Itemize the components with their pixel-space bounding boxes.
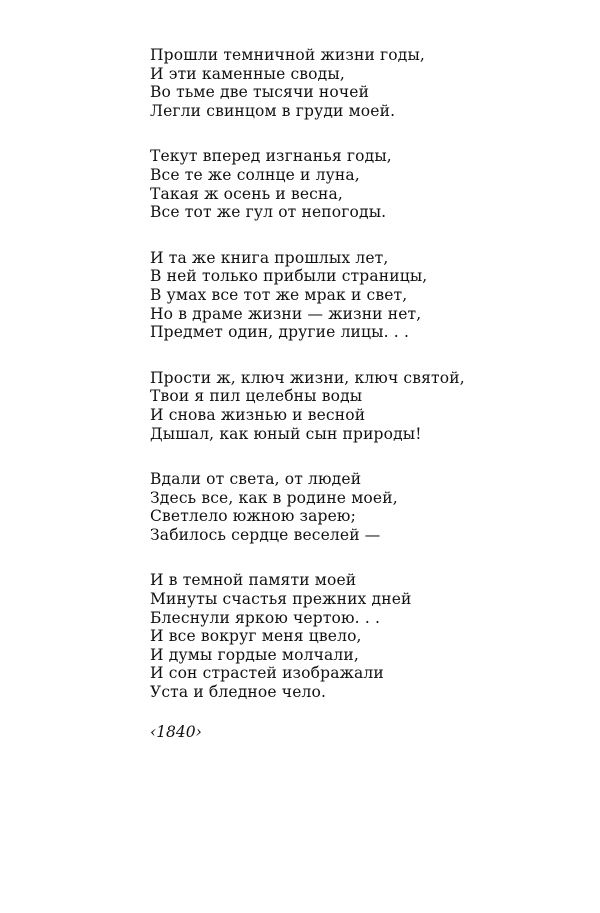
poem-line: В ней только прибыли страницы, <box>150 267 428 286</box>
poem-line: Все тот же гул от непогоды. <box>150 203 387 222</box>
poem-line: Блеснули яркою чертою. . . <box>150 608 381 627</box>
poem-line: Вдали от света, от людей <box>150 470 362 489</box>
poem-line: Уста и бледное чело. <box>150 683 327 702</box>
poem-line: Светлело южною зарею; <box>150 507 356 526</box>
poem-line: И все вокруг меня цвело, <box>150 627 362 646</box>
poem-line: Забилось сердце веселей — <box>150 525 381 544</box>
poem-line: Текут вперед изгнанья годы, <box>150 147 392 166</box>
poem-line: И сон страстей изображали <box>150 664 384 683</box>
poem-line: Но в драме жизни — жизни нет, <box>150 304 422 323</box>
poem-line: И в темной памяти моей <box>150 571 357 590</box>
poem-line: И эти каменные своды, <box>150 64 345 83</box>
stanza-5 <box>150 470 580 544</box>
poem-line: Легли свинцом в груди моей. <box>150 101 396 120</box>
poem <box>150 46 580 741</box>
poem-date: ‹1840› <box>150 722 202 741</box>
stanza-3 <box>150 249 580 342</box>
poem-line: И та же книга прошлых лет, <box>150 248 389 267</box>
stanza-4 <box>150 369 580 443</box>
stanza-6 <box>150 571 580 701</box>
poem-line: Во тьме две тысячи ночей <box>150 83 370 102</box>
poem-line: Дышал, как юный сын природы! <box>150 424 422 443</box>
poem-line: Твои я пил целебны воды <box>150 387 363 406</box>
poem-line: Предмет один, другие лицы. . . <box>150 323 410 342</box>
poem-line: И думы гордые молчали, <box>150 645 359 664</box>
poem-line: И снова жизнью и весной <box>150 405 366 424</box>
poem-line: В умах все тот же мрак и свет, <box>150 285 408 304</box>
poem-line: Прости ж, ключ жизни, ключ святой, <box>150 368 465 387</box>
poem-line: Здесь все, как в родине моей, <box>150 488 398 507</box>
poem-line: Такая ж осень и весна, <box>150 184 343 203</box>
stanza-1 <box>150 46 580 120</box>
poem-line: Все те же солнце и луна, <box>150 165 360 184</box>
poem-line: Прошли темничной жизни годы, <box>150 46 426 64</box>
stanza-2 <box>150 147 580 221</box>
poem-line: Минуты счастья прежних дней <box>150 590 412 609</box>
